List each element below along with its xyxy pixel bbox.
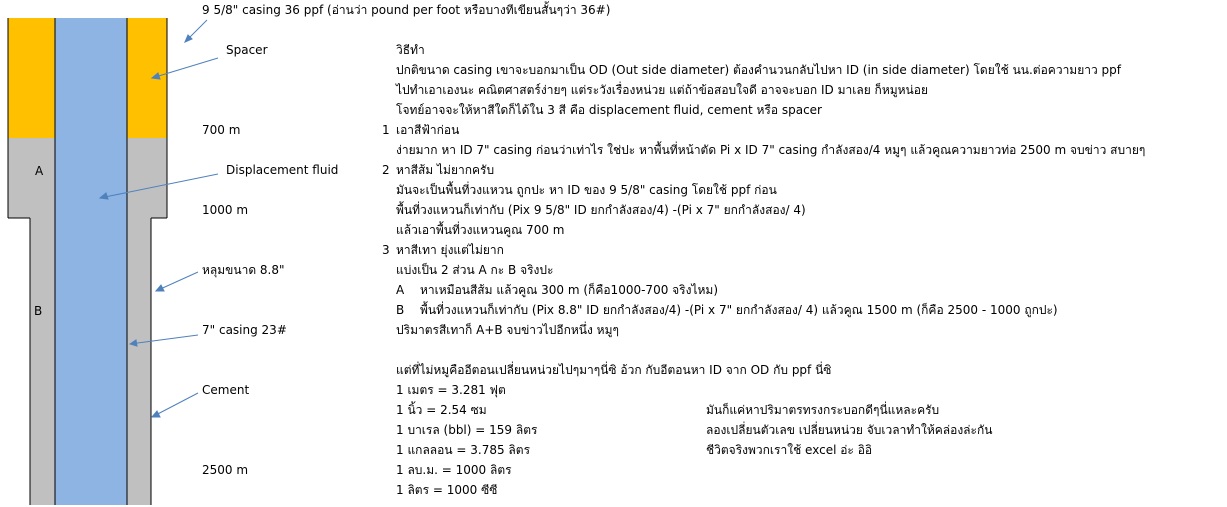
arrow-cement: [152, 393, 198, 417]
label-casing-7: 7" casing 23#: [202, 323, 287, 337]
step-number-2: 2: [382, 163, 390, 177]
step2-detail-annulus: มันจะเป็นพื้นที่วงแหวน ถูกปะ หา ID ของ 9 5/8" casing โดยใช้ ppf ก่อน: [396, 183, 777, 197]
step3-b-detail: พื้นที่วงแหวนก็เท่ากับ (Pix 8.8" ID ยกกำลังสอง/4) -(Pi x 7" ยกกำลังสอง/ 4) แล้วคูณ 1500 m (ก็คือ 2500 - 1000 ถูกปะ): [420, 303, 1058, 317]
conversion-meter-foot: 1 เมตร = 3.281 ฟุต: [396, 383, 506, 397]
step2-detail-multiply: แล้วเอาพื้นที่วงแหวนคูณ 700 m: [396, 223, 565, 237]
depth-1000: 1000 m: [202, 203, 249, 217]
step3-b-label: B: [396, 303, 405, 317]
step2-title: หาสีส้ม ไม่ยากครับ: [396, 163, 495, 177]
label-hole-size: หลุมขนาด 8.8": [202, 263, 285, 277]
cement-right-a: [127, 138, 167, 218]
method-line-question: โจทย์อาจจะให้หาสีใดก็ได้ใน 3 สี คือ displacement fluid, cement หรือ spacer: [396, 103, 822, 117]
step-number-1: 1: [382, 123, 390, 137]
displacement-fluid-column: [55, 18, 127, 505]
step3-total: ปริมาตรสีเทาก็ A+B จบข่าวไปอีกหนึ่ง หมูๆ: [396, 323, 619, 337]
cement-right-b: [127, 218, 151, 505]
label-spacer: Spacer: [226, 43, 268, 57]
conversion-liter-cc: 1 ลิตร = 1000 ซีซี: [396, 483, 498, 497]
method-line-od-id: ปกติขนาด casing เขาจะบอกมาเป็น OD (Out side diameter) ต้องคำนวนกลับไปหา ID (in side diameter) โดยใช้ นน.ต่อความยาว ppf: [396, 63, 1121, 77]
label-casing-top: 9 5/8" casing 36 ppf (อ่านว่า pound per foot หรือบางทีเขียนสั้นๆว่า 36#): [202, 3, 611, 17]
step2-detail-area: พื้นที่วงแหวนก็เท่ากับ (Pix 9 5/8" ID ยกกำลังสอง/4) -(Pi x 7" ยกกำลังสอง/ 4): [396, 203, 806, 217]
label-displacement-fluid: Displacement fluid: [226, 163, 339, 177]
conversion-gallon-liter: 1 แกลลอน = 3.785 ลิตร: [396, 443, 531, 457]
closing-note-cylinder: มันก็แค่หาปริมาตรทรงกระบอกดีๆนี่แหละครับ: [706, 403, 940, 417]
arrowhead-cement: [152, 411, 160, 417]
conversion-barrel-liter: 1 บาเรล (bbl) = 159 ลิตร: [396, 423, 538, 437]
label-zone-b: B: [34, 304, 43, 318]
cement-left-a: [8, 138, 55, 218]
closing-note-excel: ชีวิตจริงพวกเราใช้ excel อ่ะ อิอิ: [706, 443, 873, 457]
closing-note-practice: ลองเปลี่ยนตัวเลข เปลี่ยนหน่วย จับเวลาทำให้คล่องล่ะกัน: [706, 423, 993, 437]
depth-2500: 2500 m: [202, 463, 249, 477]
step3-title: หาสีเทา ยุ่งแต่ไม่ยาก: [396, 243, 504, 257]
method-line-math: ไปทำเอาเองนะ คณิตศาสตร์ง่ายๆ แต่ระวังเรื่องหน่วย แต่ถ้าข้อสอบใจดี อาจจะบอก ID มาเลย ก็หมูหน่อย: [396, 83, 928, 97]
label-cement: Cement: [202, 383, 250, 397]
step3-split: แบ่งเป็น 2 ส่วน A กะ B จริงปะ: [396, 263, 554, 277]
depth-700: 700 m: [202, 123, 241, 137]
step-number-3: 3: [382, 243, 390, 257]
conversion-m3-liter: 1 ลบ.ม. = 1000 ลิตร: [396, 463, 512, 477]
method-heading: วิธีทำ: [396, 43, 425, 57]
units-warning: แต่ที่ไม่หมูคืออีตอนเปลี่ยนหน่วยไปๆมาๆนี่ซิ อ้วก กับอีตอนหา ID จาก OD กับ ppf นี่ซิ: [396, 363, 832, 377]
step1-title: เอาสีฟ้าก่อน: [396, 123, 460, 137]
cement-left-b: [30, 218, 55, 505]
step3-a-detail: หาเหมือนสีส้ม แล้วคูณ 300 m (ก็คือ1000-700 จริงไหม): [420, 283, 719, 297]
conversion-inch-cm: 1 นิ้ว = 2.54 ซม: [396, 403, 487, 417]
spacer-left: [8, 18, 55, 138]
label-zone-a: A: [35, 164, 44, 178]
step1-detail: ง่ายมาก หา ID 7" casing ก่อนว่าเท่าไร ใช่ปะ หาพื้นที่หน้าตัด Pi x ID 7" casing กำลังสอง/4 หมูๆ แล้วคูณความยาวท่อ 2500 m จบข่าว สบายๆ: [396, 143, 1146, 157]
step3-a-label: A: [396, 283, 405, 297]
spacer-right: [127, 18, 167, 138]
arrowhead-hole-size: [156, 285, 164, 291]
